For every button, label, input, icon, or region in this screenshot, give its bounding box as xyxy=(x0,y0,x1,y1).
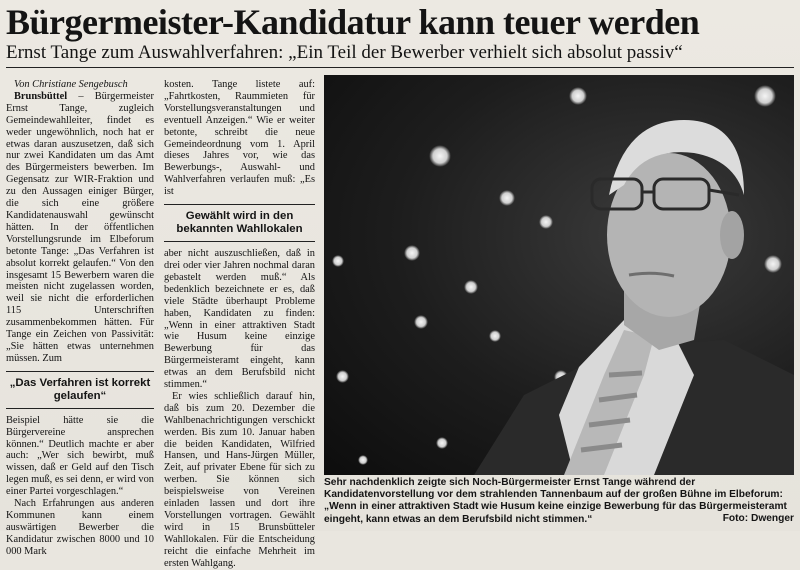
photo-caption: Sehr nachdenklich zeigte sich Noch-Bürgermeister Ernst Tange während der Kandidatenvorstellung vor dem strahlenden Tannenbaum auf der großen Bühne im Elbeforum: „Wenn in einer attraktiven Stadt wie Husum keine einzige Bewerbung für das Bürgermeisteramt eingeht, kann etwas an dem Berufsbild nicht stimmen.“ xyxy=(324,477,787,525)
subheadline: Ernst Tange zum Auswahlverfahren: „Ein Teil der Bewerber verhielt sich absolut passiv“ xyxy=(6,42,683,63)
portrait-photo xyxy=(324,75,794,475)
paragraph: kosten. Tange listete auf: „Fahrtkosten, Raummieten für Vorstellungsveranstaltungen und eventuell Anzeigen.“ Wie er weiter betonte, schreibt die neue Gemeindeordnung vom 1. April dieses Jahres vor, wie das Bewerbungs-, Auswahl- und Wahlverfahren verlaufen muß: „Es ist xyxy=(164,79,315,198)
paragraph: Nach Erfahrungen aus anderen Kommunen kann einem auswärtigen Bewerber die Kandidatur zwischen 8000 und 10 000 Mark xyxy=(6,498,154,557)
dateline-location: Brunsbüttel xyxy=(14,90,68,102)
paragraph: aber nicht auszuschließen, daß in drei oder vier Jahren nochmal daran gebastelt werden muß.“ Als bedenklich bezeichnete er es, daß viele Städte überhaupt Probleme haben, Kandidaten zu finden: „Wenn in einer attraktiven Stadt wie Husum keine einzige Bewerbung für das Bürgermeisteramt eingeht, kann etwas an dem Berufsbild nicht stimmen.“ xyxy=(164,248,315,391)
interhead-box: Gewählt wird in den bekannten Wahllokalen xyxy=(164,204,315,242)
portrait-figure xyxy=(324,75,794,475)
header-rule xyxy=(6,67,794,68)
headline: Bürgermeister-Kandidatur kann teuer werden xyxy=(6,2,700,42)
paragraph xyxy=(6,91,154,365)
paragraph: Er wies schließlich darauf hin, daß bis zum 20. Dezember die Wahlbenachrichtigungen verschickt werden. Bis zum 10. Januar haben die beiden Kandidaten, Wilfried Hansen, und Hans-Jürgen Müller, Zeit, auf privater Ebene für sich zu werben. Sie können sich beispielsweise von Vereinen einladen lassen und dort ihre Vorstellungen vortragen. Gewählt wird in 15 Brunsbütteler Wahllokalen. Für die Entscheidung reicht die einfache Mehrheit im ersten Wahlgang. xyxy=(164,390,315,569)
interhead-box: „Das Verfahren ist korrekt gelaufen“ xyxy=(6,371,154,409)
photo-credit: Foto: Dwenger xyxy=(722,513,794,524)
article-column-1 xyxy=(6,79,154,558)
byline: Von Christiane Sengebusch xyxy=(14,79,128,90)
article-column-2 xyxy=(164,79,315,570)
paragraph-text: – Bürgermeister Ernst Tange, zugleich Gemeindewahlleiter, findet es weder ungewöhnlich, noch hat er etwas daran auszusetzen, daß sich nur zwei Kandidaten um das Amt des Bürgermeisters bewerben. Im Gegensatz zur WIR-Fraktion und zu den Aussagen einiger Bürger, die sich eine größere Kandidatenauswahl gewünscht hätten. In der öffentlichen Vorstellungsrunde im Elbeforum betonte Tange: „Das Verfahren ist absolut korrekt gelaufen.“ Von den insgesamt 15 Bewerbern waren die meisten nicht zugelassen worden, weil sie nicht die erforderlichen 115 Unterschriften zusammenbekommen hätten. Für Tange ein Zeichen von Passivität: „Sie hätten etwas unternehmen müssen. Zum xyxy=(6,90,154,364)
ear xyxy=(720,211,744,259)
paragraph: Beispiel hätte sie die Bürgervereine ansprechen können.“ Deutlich machte er aber auch: „Wer sich bewirbt, muß wissen, daß er Geld auf den Tisch legen muß, es sei denn, er wird von einer Partei vorgeschlagen.“ xyxy=(6,414,154,498)
